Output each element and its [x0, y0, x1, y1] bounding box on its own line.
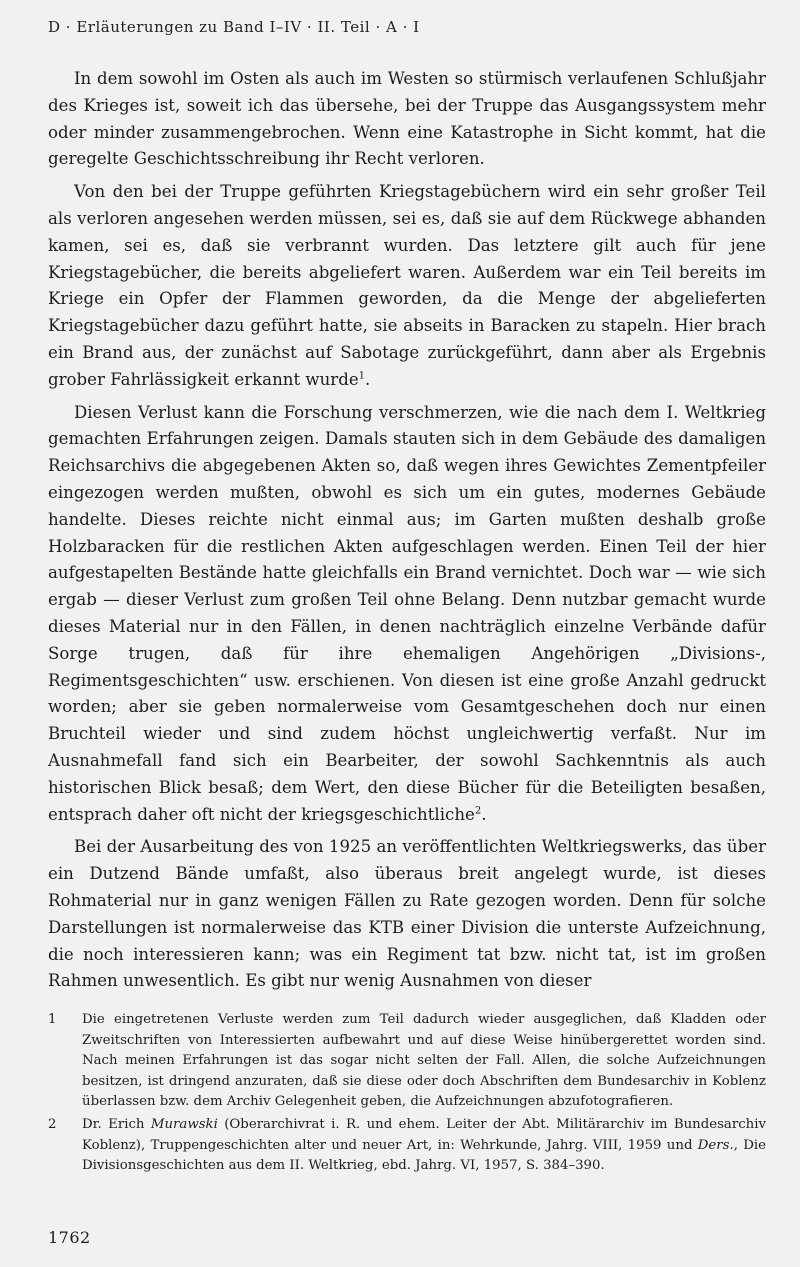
footnote: [48, 1115, 766, 1177]
paragraph: Von den bei der Truppe geführten Kriegstagebüchern wird ein sehr großer Teil als verloren angesehen werden müssen, sei es, daß sie auf dem Rückwege abhanden kamen, sei es, daß sie verbrannt wurden. Das letztere gilt auch für jene Kriegstagebücher, die bereits abgeliefert waren. Außerdem war ein Teil bereits im Kriege ein Opfer der Flammen geworden, da die Menge der abgelieferten Kriegstagebücher dazu geführt hatte, sie abseits in Baracken zu stapeln. Hier brach ein Brand aus, der zunächst auf Sabotage zurückgeführt, dann aber als Ergebnis grober Fahrlässigkeit erkannt wurde$^1$.: [48, 182, 766, 389]
footnote-number: 1: [48, 1012, 57, 1027]
paragraph: Diesen Verlust kann die Forschung verschmerzen, wie die nach dem I. Weltkrieg gemachten Erfahrungen zeigen. Damals stauten sich in dem Gebäude des damaligen Reichsarchivs die abgegebenen Akten so, daß wegen ihres Gewichtes Zementpfeiler eingezogen werden mußten, obwohl es sich um ein gutes, modernes Gebäude handelte. Dieses reichte nicht einmal aus; im Garten mußten deshalb große Holzbaracken für die restlichen Akten aufgeschlagen werden. Einen Teil der hier aufgestapelten Bestände hatte gleichfalls ein Brand vernichtet. Doch war — wie sich ergab — dieser Verlust zum großen Teil ohne Belang. Denn nutzbar gemacht wurde dieses Material nur in den Fällen, in denen nachträglich einzelne Verbände dafür Sorge trugen, daß für ihre ehemaligen Angehörigen „Divisions-, Regimentsgeschichten“ usw. erschienen. Von diesen ist eine große Anzahl gedruckt worden; aber sie geben normalerweise vom Gesamtgeschehen doch nur einen Bruchteil wieder und sind zudem höchst ungleichwertig verfaßt. Nur im Ausnahmefall fand sich ein Bearbeiter, der sowohl Sachkenntnis als auch historischen Blick besaß; dem Wert, den diese Bücher für die Beteiligten besaßen, entsprach daher oft nicht der kriegsgeschichtliche$^2$.: [48, 402, 766, 824]
footnote-ref[interactable]: 1: [358, 370, 366, 382]
footnote-ref[interactable]: 2: [474, 804, 482, 816]
footnote-number: 2: [48, 1116, 57, 1132]
page-number: 1762: [48, 1228, 91, 1247]
paragraph: Bei der Ausarbeitung des von 1925 an veröffentlichten Weltkriegswerks, das über ein Dutzend Bände umfaßt, also überaus breit angelegt wurde, ist dieses Rohmaterial nur in ganz wenigen Fällen zu Rate gezogen worden. Denn für solche Darstellungen ist normalerweise das KTB einer Division die unterste Aufzeichnung, die noch interessieren kann; was ein Regiment tat bzw. nicht tat, ist im großen Rahmen unwesentlich. Es gibt nur wenig Ausnahmen von dieser: [48, 837, 766, 991]
paragraph: In dem sowohl im Osten als auch im Westen so stürmisch verlaufenen Schlußjahr des Krieges ist, soweit ich das übersehe, bei der Truppe das Ausgangssystem mehr oder minder zusammengebrochen. Wenn eine Katastrophe in Sicht kommt, hat die geregelte Geschichtsschreibung ihr Recht verloren.: [48, 69, 766, 169]
ders-abbrev: Ders.: [697, 1137, 734, 1153]
author-name: Murawski: [150, 1116, 218, 1132]
footnotes: [48, 1010, 766, 1179]
footnote-text: Dr. Erich Murawski (Oberarchivrat i. R. und ehem. Leiter der Abt. Militärarchiv im Bundesarchiv Koblenz), Truppengeschichten alter und neuer Art, in: Wehrkunde, Jahrg. VIII, 1959 und Ders., Die Divisionsgeschichten aus dem II. Weltkrieg, ebd. Jahrg. VI, 1957, S. 384–390.: [82, 1116, 766, 1174]
footnote-text: Die eingetretenen Verluste werden zum Teil dadurch wieder ausgeglichen, daß Kladden oder Zweitschriften von Interessierten aufbewahrt und auf diese Weise hinübergerettet worden sind. Nach meinen Erfahrungen ist das sogar nicht selten der Fall. Allen, die solche Aufzeichnungen besitzen, ist dringend anzuraten, daß sie diese oder doch Abschriften dem Bundesarchiv in Koblenz überlassen bzw. dem Archiv Gelegenheit geben, die Aufzeichnungen abzufotografieren.: [82, 1012, 766, 1110]
footnote: [48, 1010, 766, 1113]
running-head: D · Erläuterungen zu Band I–IV · II. Teil · A · I: [48, 18, 420, 36]
main-text: [48, 66, 766, 1001]
